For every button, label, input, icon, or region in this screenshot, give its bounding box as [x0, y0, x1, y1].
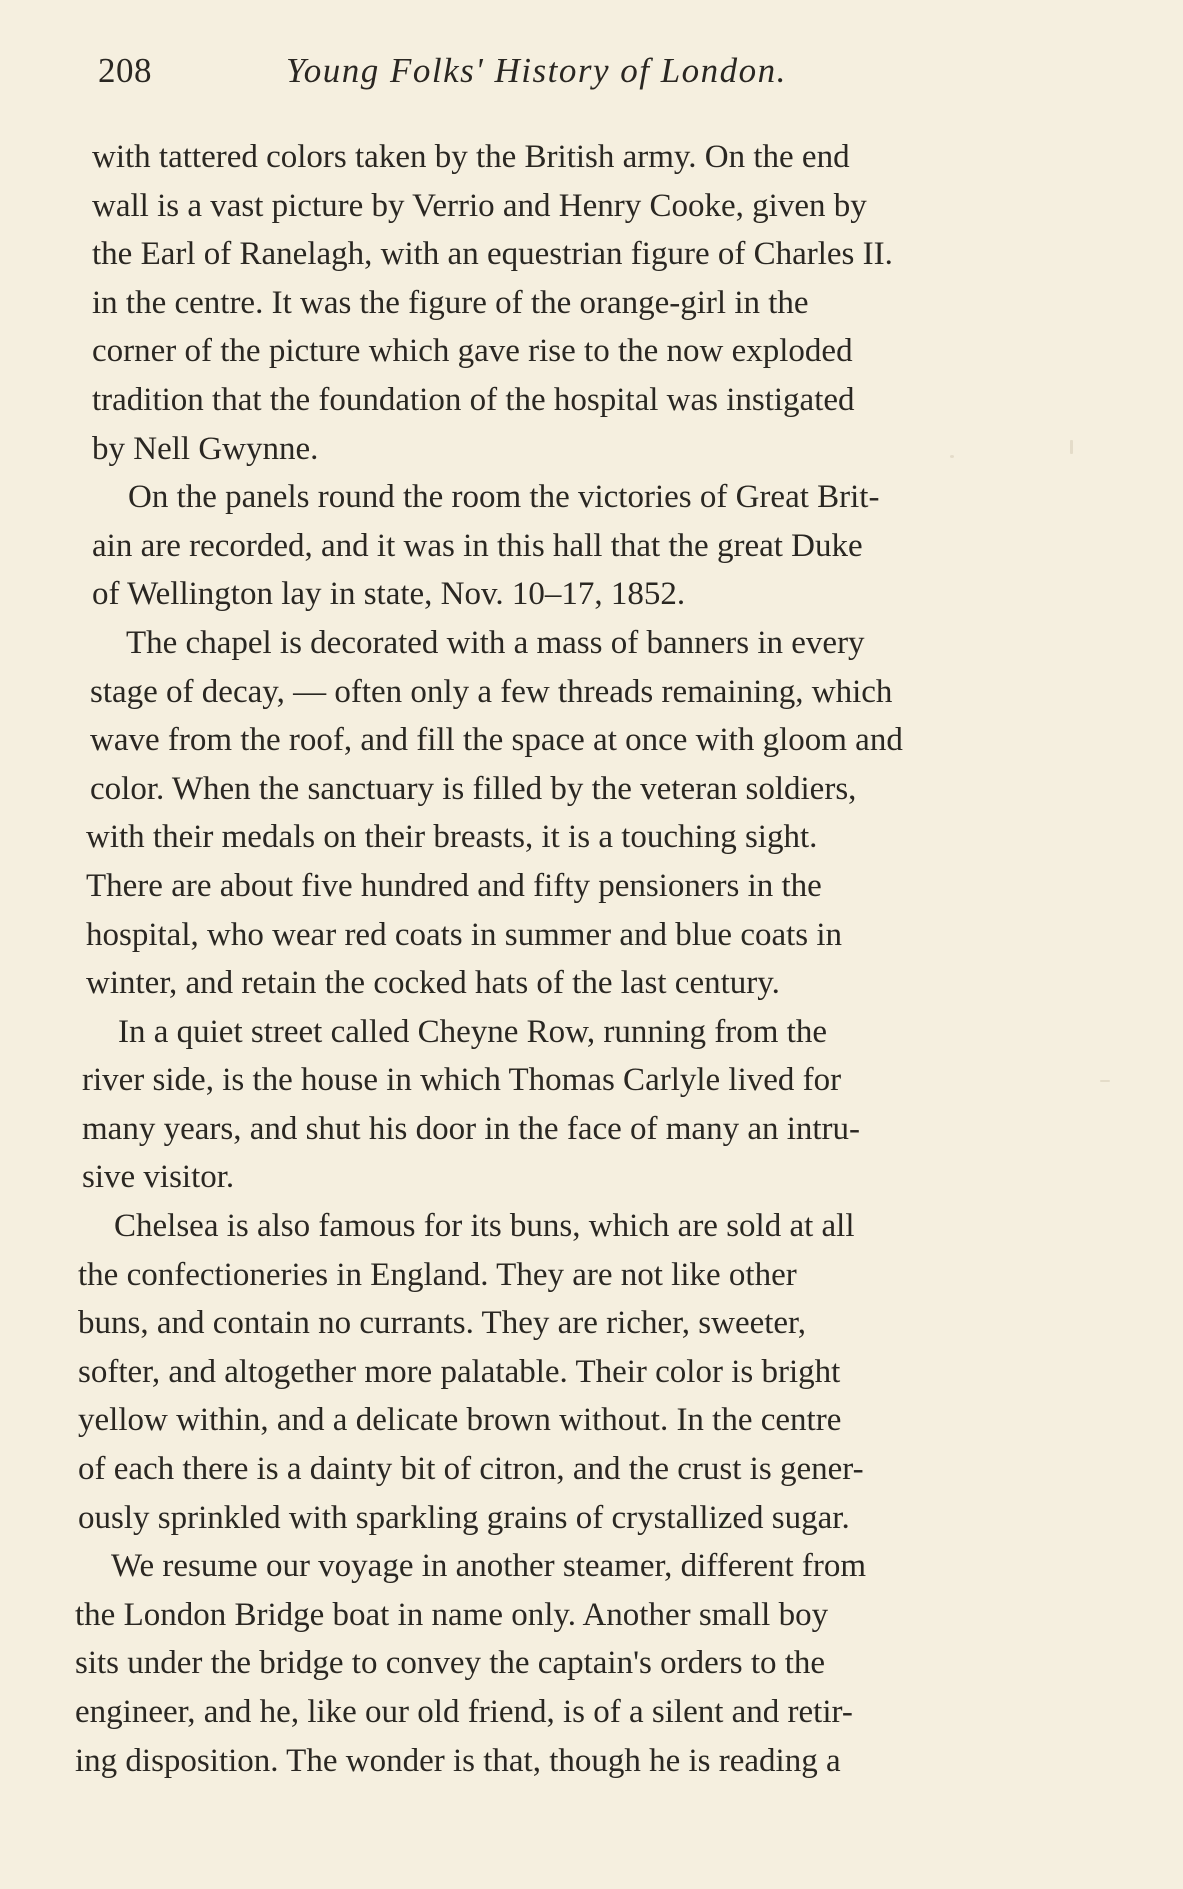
text-line: sits under the bridge to convey the captain's orders to the [75, 1645, 826, 1682]
text-line: with their medals on their breasts, it is a touching sight. [86, 819, 818, 856]
text-line: In a quiet street called Cheyne Row, running from the [118, 1013, 827, 1050]
text-line: On the panels round the room the victories of Great Brit- [128, 479, 880, 516]
text-line: softer, and altogether more palatable. Their color is bright [78, 1353, 841, 1390]
text-line: ain are recorded, and it was in this hall that the great Duke [92, 527, 863, 564]
text-line: yellow within, and a delicate brown without. In the centre [78, 1402, 842, 1439]
text-line: color. When the sanctuary is filled by the veteran soldiers, [90, 770, 857, 807]
text-line: hospital, who wear red coats in summer and blue coats in [86, 916, 843, 953]
page-number: 208 [98, 51, 152, 90]
text-line: of Wellington lay in state, Nov. 10–17, 1852. [92, 576, 686, 613]
text-line: corner of the picture which gave rise to the now exploded [92, 333, 853, 370]
text-line: buns, and contain no currants. They are richer, sweeter, [78, 1305, 806, 1342]
text-line: engineer, and he, like our old friend, is of a silent and retir- [75, 1694, 853, 1730]
paper-speck [1070, 440, 1073, 454]
text-line: ously sprinkled with sparkling grains of crystallized sugar. [78, 1499, 850, 1536]
text-line: stage of decay, — often only a few threads remaining, which [90, 673, 893, 710]
body-text [75, 133, 1102, 1785]
text-line: ing disposition. The wonder is that, though he is reading a [75, 1742, 841, 1779]
text-line: Chelsea is also famous for its buns, which are sold at all [114, 1208, 855, 1245]
text-line: many years, and shut his door in the face of many an intru- [82, 1110, 861, 1147]
paper-speck [950, 455, 954, 458]
text-line: in the centre. It was the figure of the orange-girl in the [92, 284, 809, 321]
text-line: tradition that the foundation of the hospital was instigated [92, 381, 855, 418]
text-line: There are about five hundred and fifty pensioners in the [86, 867, 822, 904]
text-line: winter, and retain the cocked hats of the last century. [86, 965, 780, 1002]
paper-speck [1100, 1080, 1110, 1082]
text-line: of each there is a dainty bit of citron, and the crust is gener- [78, 1451, 864, 1488]
running-title: Young Folks' History of London. [286, 51, 787, 90]
running-head [98, 46, 938, 96]
text-line: wave from the roof, and fill the space at once with gloom and [90, 722, 903, 759]
text-line: river side, is the house in which Thomas Carlyle lived for [82, 1062, 842, 1099]
text-line: wall is a vast picture by Verrio and Henry Cooke, given by [92, 187, 867, 224]
text-line: the confectioneries in England. They are not like other [78, 1256, 797, 1293]
text-line: We resume our voyage in another steamer, different from [111, 1548, 867, 1585]
text-line: by Nell Gwynne. [92, 430, 319, 467]
text-line: The chapel is decorated with a mass of banners in every [126, 624, 865, 661]
text-line: the London Bridge boat in name only. Another small boy [75, 1596, 829, 1633]
text-line: the Earl of Ranelagh, with an equestrian figure of Charles II. [92, 236, 893, 273]
text-line: sive visitor. [82, 1159, 235, 1196]
text-line: with tattered colors taken by the British army. On the end [92, 139, 850, 175]
